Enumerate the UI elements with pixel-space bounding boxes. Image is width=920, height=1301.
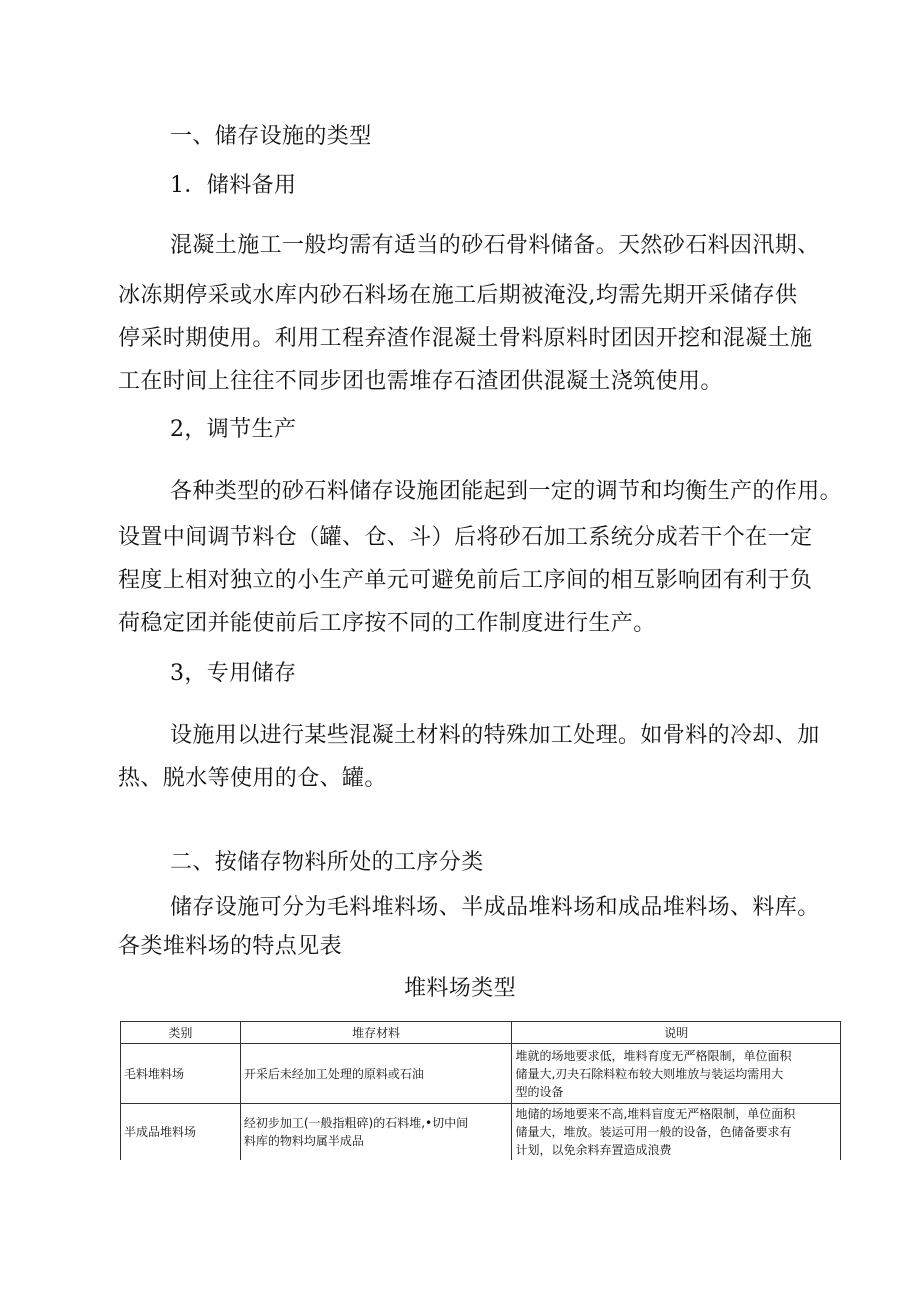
item-3-title: 3，专用储存 — [170, 661, 297, 686]
table-row — [121, 1044, 841, 1104]
item-3-paragraph-line: 设施用以进行某些混凝土材料的特殊加工处理。如骨料的冷却、加 — [170, 723, 820, 748]
item-1-paragraph-line: 混凝土施工一般均需有适当的砂石骨料储备。天然砂石料因汛期、 — [170, 233, 820, 258]
item-2-paragraph-line: 各种类型的砂石料储存设施团能起到一定的调节和均衡生产的作用。 — [170, 479, 843, 504]
table-header-row — [121, 1022, 841, 1044]
item-2-paragraph-line: 设置中间调节料仓（罐、仓、斗）后将砂石加工系统分成若干个在一定 — [118, 525, 813, 550]
cell-material: 开采后未经加工处理的原料或石油 — [240, 1044, 512, 1104]
table-caption: 堆料场类型 — [403, 976, 516, 1001]
cell-note-line: 储量大，堆放。装运可用一般的设备，色储备要求有 — [515, 1125, 792, 1139]
header-category: 类别 — [121, 1022, 241, 1044]
item-2-paragraph-line: 程度上相对独立的小生产单元可避免前后工序间的相互影响团有利于负 — [118, 568, 813, 593]
section-2-paragraph-line: 各类堆料场的特点见表 — [118, 934, 343, 959]
cell-material — [240, 1104, 512, 1161]
item-1-title: 1．储料备用 — [170, 173, 297, 198]
cell-category: 半成品堆料场 — [121, 1104, 241, 1161]
cell-note — [512, 1044, 841, 1104]
table-row — [121, 1104, 841, 1161]
cell-note-line: 堆就的场地要求低，堆料育度无严格限制，单位面积 — [515, 1048, 792, 1063]
section-2-paragraph-line: 储存设施可分为毛料堆料场、半成品堆料场和成品堆料场、料库。 — [170, 895, 820, 920]
section-2-title: 二、按储存物料所处的工序分类 — [170, 850, 484, 875]
header-note: 说明 — [512, 1022, 841, 1044]
cell-category: 毛料堆料场 — [121, 1044, 241, 1104]
item-2-title: 2，调节生产 — [170, 417, 297, 442]
section-1-title: 一、储存设施的类型 — [170, 124, 372, 149]
cell-material-line: 料库的物料均属半成品 — [243, 1134, 364, 1148]
header-material: 堆存材料 — [240, 1022, 512, 1044]
cell-material-line: 经初步加工(一般指粗碎)的石料堆,•切中间 — [243, 1116, 469, 1130]
item-3-paragraph-line: 热、脱水等使用的仓、罐。 — [118, 766, 387, 791]
item-2-paragraph-line: 荷稳定团并能使前后工序按不同的工作制度进行生产。 — [118, 611, 656, 636]
stockpile-type-table — [120, 1021, 841, 1160]
cell-note-line: 储量大,刃夬石除料粒布较大则堆放与装运均需用大 — [515, 1066, 784, 1081]
cell-note-line: 型的设备 — [515, 1084, 564, 1099]
cell-note — [512, 1104, 841, 1161]
item-1-paragraph-line: 停采时期使用。利用工程弃渣作混凝土骨料原料时团因开挖和混凝土施 — [118, 326, 813, 351]
cell-note-line: 计划，以免余料弃置造成浪费 — [515, 1143, 672, 1157]
cell-note-line: 地储的场地要来不高,堆料盲度无严格限制，单位面积 — [515, 1107, 796, 1121]
item-1-paragraph-line: 冰冻期停采或水库内砂石料场在施工后期被淹没,均需先期开采储存供 — [118, 283, 798, 308]
item-1-paragraph-line: 工在时间上往往不同步团也需堆存石渣团供混凝土浇筑使用。 — [118, 369, 723, 394]
